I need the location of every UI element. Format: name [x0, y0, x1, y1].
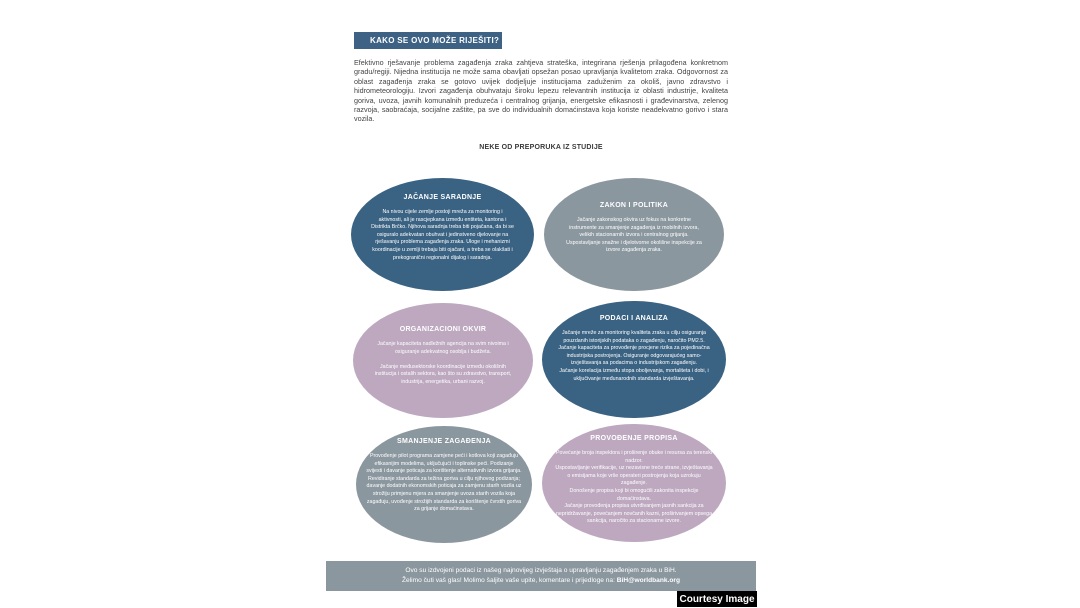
intro-paragraph: Efektivno rješavanje problema zagađenja zraka zahtjeva strateška, integrirana rješenja prilagođena konkretnom gradu/regiji. Nijedna institucija ne može sama obavljati opsežan posao upravljanja kvalitetom zraka. Odgovornost za oblast zagađenja zraka se gotovo uvijek dodjeljuje institucijama zaduženim za okoliš, javno zdravstvo i hidrometeorologiju. Izvori zagađenja obuhvataju široku lepezu relevantnih institucija iz oblasti industrije, kvaliteta goriva, uvoza, javnih komunalnih preduzeća i centralnog grijanja, energetske efikasnosti i građevinarstva, zelenog razvoja, saobraćaja, socijalne zaštite, pa sve do individualnih domaćinstava koja koriste neadekvatno gorivo i stara vozila. — [354, 58, 728, 124]
oval-text: Jačanje mreže za monitoring kvaliteta zraka u cilju osiguranja pouzdanih istorijskih podataka o zagađenju, naročito PM2.5. Jačanje kapaciteta za provođenje procjene rizika za pojedinačna industrijska postrojenja. Osiguranje odgovarajućeg samo-izvještavanja sa podacima o industrijskom zagađenju. Jačanje korelacija između stopa oboljevanja, mortaliteta i dobi, i uključivanje međunarodnih standarda izvještavanja. — [558, 330, 710, 382]
courtesy-image-label: Courtesy Image — [677, 591, 757, 607]
contact-email-link[interactable]: BiH@worldbank.org — [616, 577, 680, 584]
oval-organizational-framework — [353, 303, 533, 418]
oval-pollution-reduction — [356, 426, 532, 543]
oval-text: Jačanje zakonskog okvira uz fokus na konkretne instrumente za smanjenje zagađenja iz mobilnih izvora, velikih stacionarnih izvora i centralnog grijanja. Uspostavljanje snažne i djelotvorne okolišne inspekcije za izvore zagađenja zraka. — [566, 217, 702, 254]
oval-regulation-enforcement — [542, 424, 726, 542]
section-header: KAKO SE OVO MOŽE RIJEŠITI? — [354, 32, 502, 49]
oval-text: Provođenje pilot programa zamjene peći i kotlova koji zagađuju efikasnijim modelima, uključujući i toplinske peći. Podizanje svijesti i davanje poticaja za korištenje alternativnih izvora grijanja. Revidiranje standarda za težina goriva u cilju njihovog podizanja; davanje dodatnih ekonomskih poticaja za zamjenu starih vozila uz strožiju primjenu mjera za smanjenje uvoza starih vozila koja zagađuju, uvođenje strožijih standarda za korištenje čvrstih goriva za grijanje domaćinstava. — [366, 453, 522, 513]
oval-cooperation — [351, 178, 534, 291]
footer-line-1: Ovo su izdvojeni podaci iz našeg najnovijeg izvještaja o upravljanju zagađenjem zraka u BiH. — [405, 567, 677, 574]
oval-title: ZAKON I POLITIKA — [599, 202, 669, 209]
oval-text: Na nivou cijele zemlje postoji mreža za monitoring i aktivnosti, ali je rascjepkana između entiteta, kantona i Distrikta Brčko. Njihova saradnja treba biti pojačana, da bi se osiguralo adekvatan obuhvat i jedinstveno djelovanje na rješavanju problema zagađenja zraka. Uloge i mehanizmi koordinacije u zemlji trebaju biti ojačani, a treba se olakšati i prekogranični regionalni dijalog i saradnja. — [371, 209, 514, 261]
footer-contact-text: Želimo čuti vaš glas! Molimo šaljite vaše upite, komentare i prijedloge na: — [402, 577, 617, 584]
oval-title: ORGANIZACIONI OKVIR — [399, 326, 487, 333]
oval-title: PROVOĐENJE PROPISA — [590, 435, 678, 442]
footer-banner — [326, 561, 756, 591]
oval-text: Povećanje broja inspektora i proširenje obuke i resursa za terenski nadzor. Uspostavljanje verifikacije, uz nezavisne treće strane, izvještavanja o emisijama koje vrše operateri postrojenja koja uzrokuju zagađenje. Donošenje propisa koji bi omogućili zakonita inspekcije domaćinstava. Jačanje provođenja propisa utvrđivanjem jasnih sankcija za nepridržavanje, povećanjem novčanih kazni, proširivanjem opsega sankcija, naročito za stacionarne izvore. — [555, 450, 713, 525]
oval-text: Jačanje kapaciteta nadležnih agencija na svim nivoima i osiguranje adekvatnog osoblja i budžeta. Jačanje međusektorske koordinacije između okolišnih institucija i ostalih sektora, kao što su zdravstvo, transport, industrija, energetika, urbani razvoj. — [374, 341, 512, 385]
oval-data-analysis — [542, 301, 726, 418]
footer-line-2 — [326, 576, 756, 586]
recommendations-subtitle: NEKE OD PREPORUKA IZ STUDIJE — [479, 144, 603, 151]
oval-title: SMANJENJE ZAGAĐENJA — [397, 438, 491, 445]
oval-title: JAČANJE SARADNJE — [403, 194, 482, 201]
oval-law-policy — [544, 178, 724, 291]
oval-title: PODACI I ANALIZA — [599, 315, 669, 322]
